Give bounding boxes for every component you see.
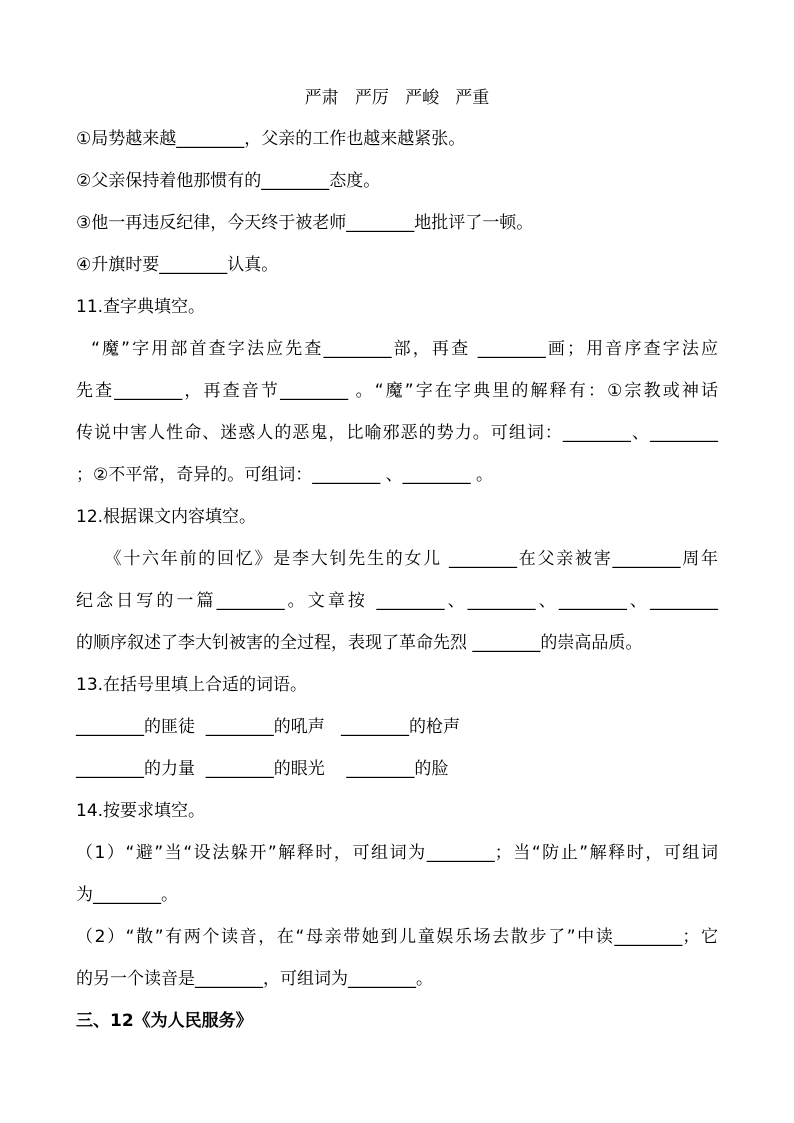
q14-line-1: （1）“避”当“设法躲开”解释时，可组词为________；当“防止”解释时，可组词	[76, 843, 718, 863]
q13-line-2: ________的力量 ________的眼光 ________的脸	[76, 759, 449, 779]
q11-heading: 11.查字典填空。	[76, 297, 206, 317]
q13-line-1: ________的匪徒 ________的吼声 ________的枪声	[76, 717, 461, 737]
q14-line-4: 的另一个读音是________，可组词为________。	[76, 969, 433, 989]
word-bank: 严肃 严厉 严峻 严重	[304, 88, 490, 108]
q11-line-2: 先查________，再查音节________ 。“魔”字在字典里的解释有：①宗教或神话	[76, 381, 718, 401]
q11-line-1: “魔”字用部首查字法应先查________部，再查 ________画；用音序查字法应	[76, 339, 718, 359]
q12-line-1: 《十六年前的回忆》是李大钊先生的女儿 ________在父亲被害________周年	[76, 549, 718, 569]
q12-heading: 12.根据课文内容填空。	[76, 507, 257, 527]
q12-line-2: 纪念日写的一篇________。文章按 ________、________、________、________	[76, 591, 718, 611]
q13-heading: 13.在括号里填上合适的词语。	[76, 675, 308, 695]
q14-line-3: （2）“散”有两个读音，在“母亲带她到儿童娱乐场去散步了”中读________；它	[76, 927, 718, 947]
q14-line-2: 为________。	[76, 885, 178, 905]
q10-item-1: ①局势越来越________，父亲的工作也越来越紧张。	[76, 129, 466, 149]
q10-item-3: ③他一再违反纪律，今天终于被老师________地批评了一顿。	[76, 213, 534, 233]
q12-line-3: 的顺序叙述了李大钊被害的全过程，表现了革命先烈 ________的崇高品质。	[76, 633, 643, 653]
q11-line-4: ；②不平常，奇异的。可组词：________ 、________ 。	[76, 465, 494, 485]
q10-item-2: ②父亲保持着他那惯有的________态度。	[76, 171, 381, 191]
q10-item-4: ④升旗时要________认真。	[76, 255, 279, 275]
q14-heading: 14.按要求填空。	[76, 801, 206, 821]
q11-line-3: 传说中害人性命、迷惑人的恶鬼，比喻邪恶的势力。可组词：________、________	[76, 423, 718, 443]
section-3-heading: 三、12《为人民服务》	[76, 1011, 253, 1031]
